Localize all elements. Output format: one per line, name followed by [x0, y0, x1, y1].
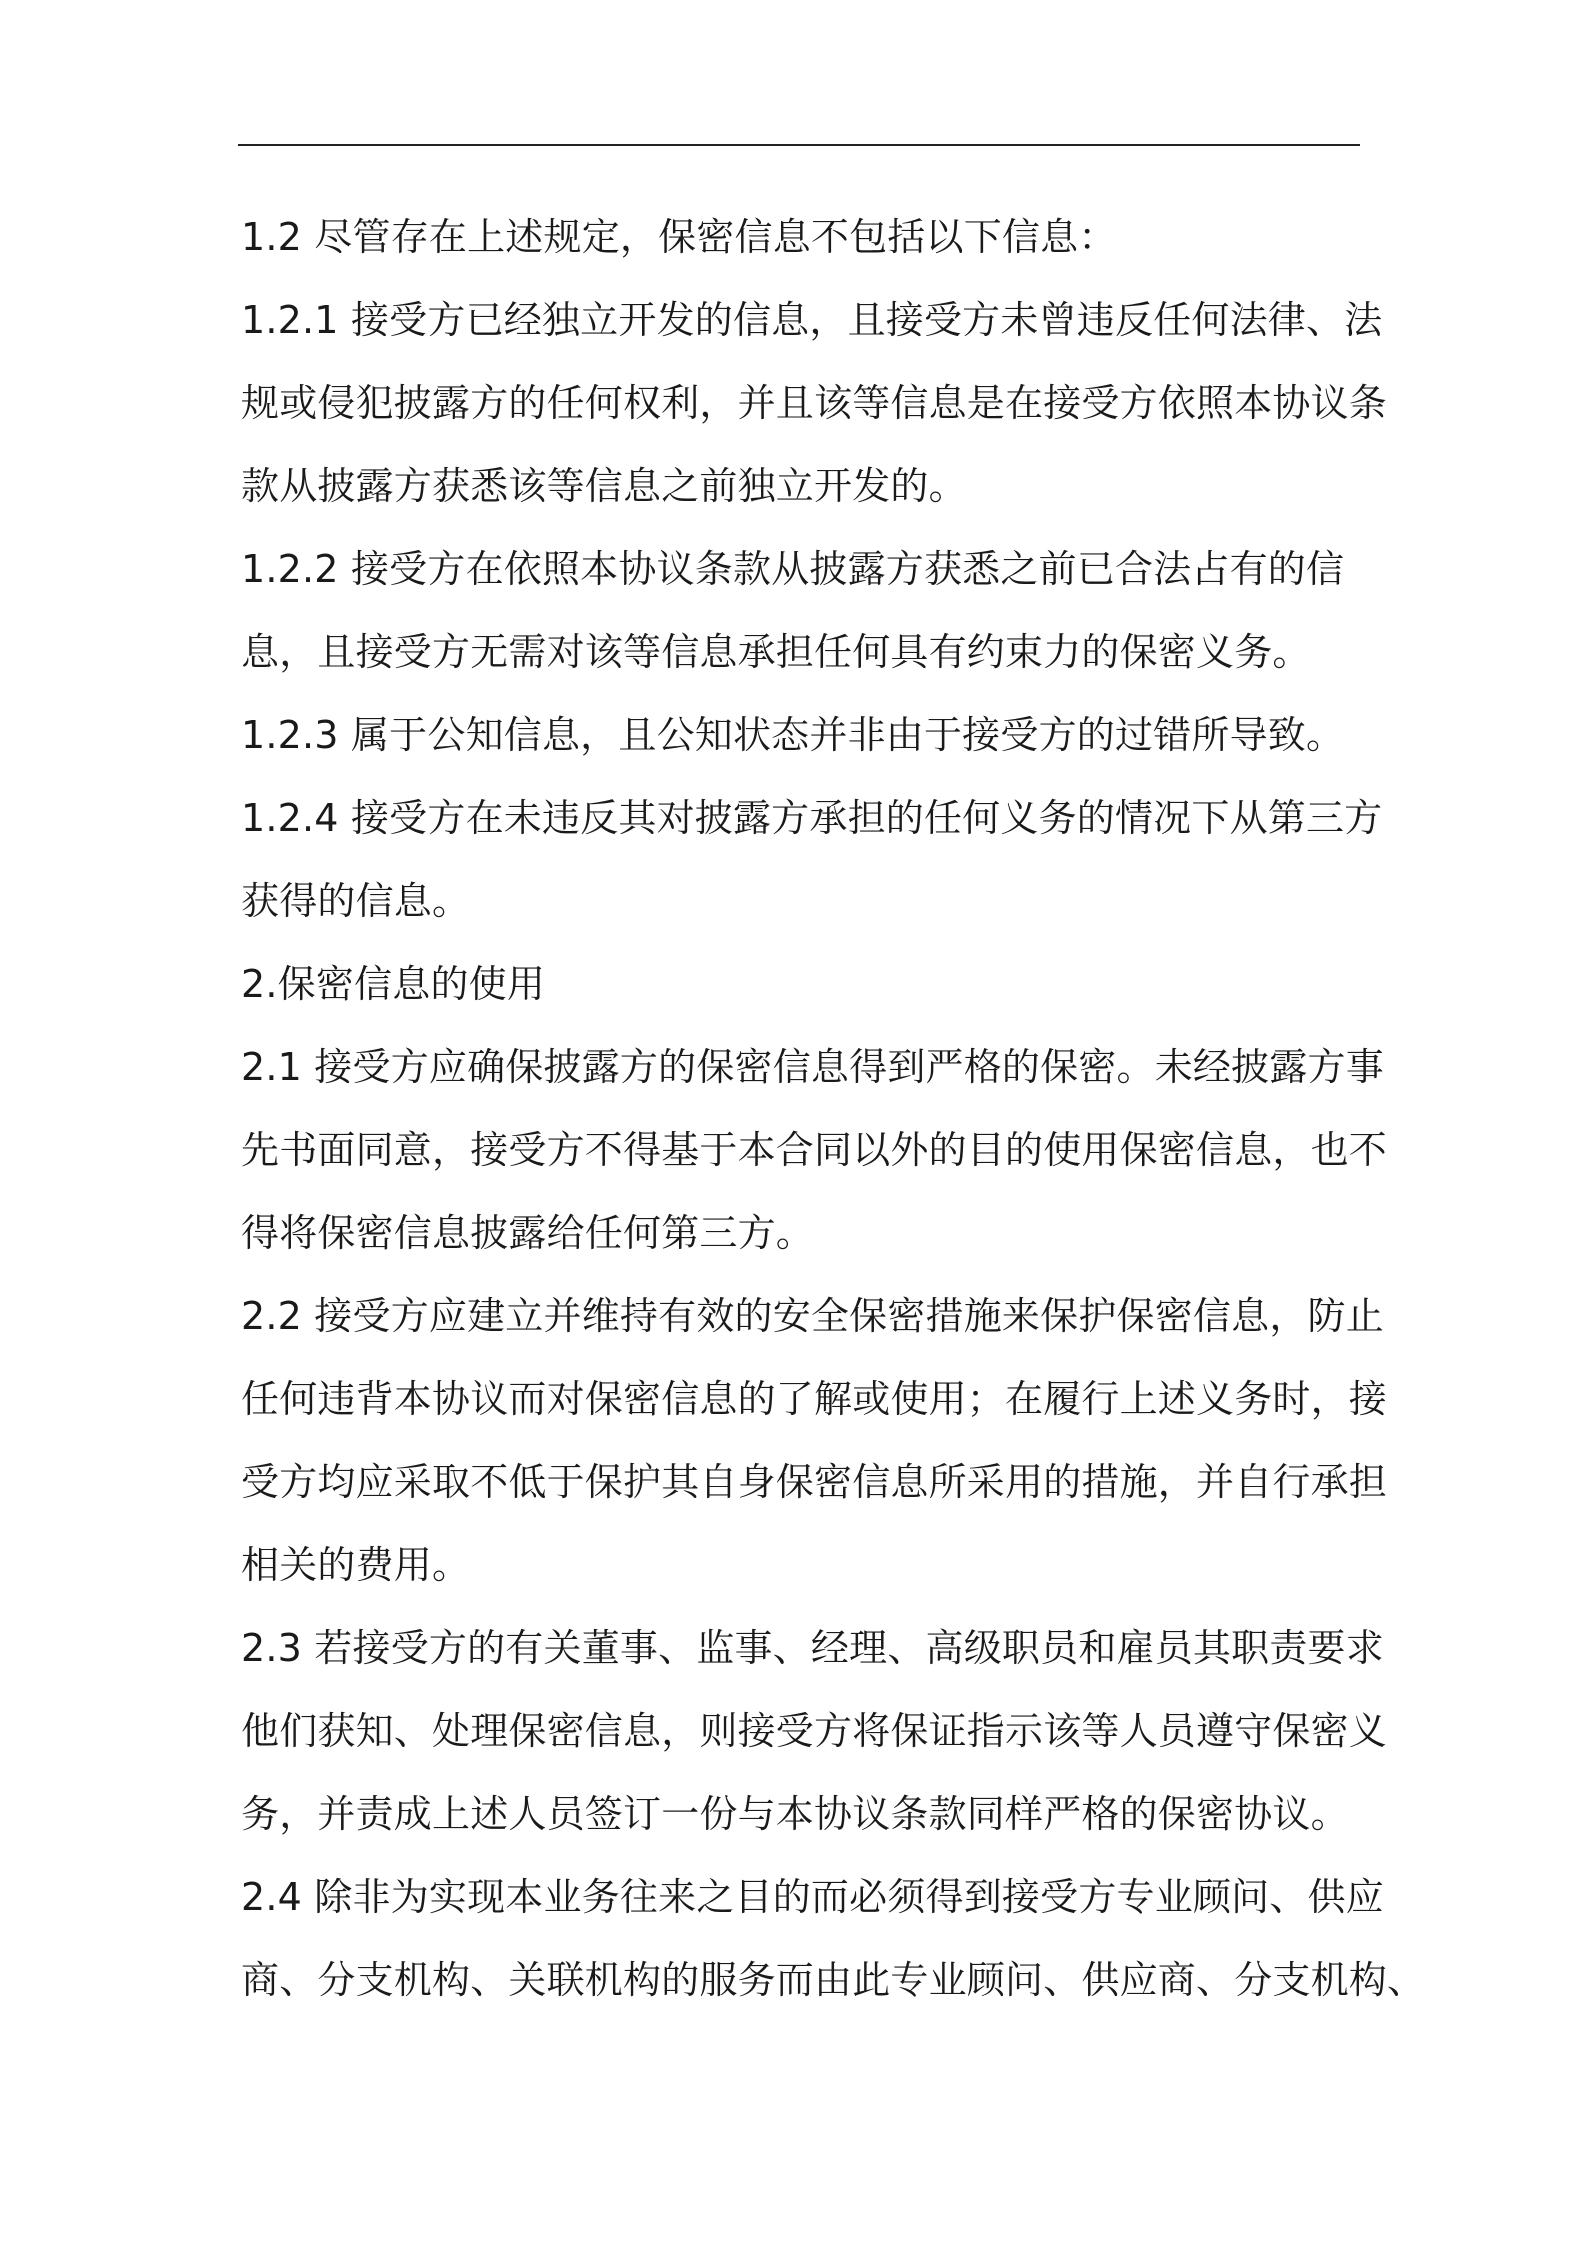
header-divider — [238, 144, 1360, 146]
text-line: 1.2.3 属于公知信息，且公知状态并非由于接受方的过错所导致。 — [241, 713, 1345, 757]
text-line: 获得的信息。 — [241, 879, 471, 923]
paragraph-2 — [241, 943, 1366, 1026]
paragraph-1-2 — [241, 196, 1366, 279]
paragraph-1-2-3 — [241, 694, 1366, 777]
document-body — [241, 196, 1426, 2022]
text-line: 2.4 除非为实现本业务往来之目的而必须得到接受方专业顾问、供应 — [241, 1875, 1384, 1919]
text-line: 2.2 接受方应建立并维持有效的安全保密措施来保护保密信息，防止 — [241, 1294, 1384, 1338]
text-line: 他们获知、处理保密信息，则接受方将保证指示该等人员遵守保密义 — [241, 1709, 1388, 1753]
text-line: 款从披露方获悉该等信息之前独立开发的。 — [241, 464, 967, 508]
text-line: 任何违背本协议而对保密信息的了解或使用；在履行上述义务时，接 — [241, 1377, 1388, 1421]
text-line: 得将保密信息披露给任何第三方。 — [241, 1211, 815, 1255]
text-line: 1.2.4 接受方在未违反其对披露方承担的任何义务的情况下从第三方 — [241, 796, 1383, 840]
text-line: 1.2.1 接受方已经独立开发的信息，且接受方未曾违反任何法律、法 — [241, 298, 1383, 342]
paragraph-2-2 — [241, 1275, 1388, 1607]
text-line: 1.2.2 接受方在依照本协议条款从披露方获悉之前已合法占有的信 — [241, 547, 1345, 591]
text-line: 商、分支机构、关联机构的服务而由此专业顾问、供应商、分支机构、 — [241, 1958, 1426, 2002]
paragraph-1-2-1 — [241, 279, 1388, 528]
text-line: 2.3 若接受方的有关董事、监事、经理、高级职员和雇员其职责要求 — [241, 1626, 1384, 1670]
text-line: 务，并责成上述人员签订一份与本协议条款同样严格的保密协议。 — [241, 1792, 1349, 1836]
text-line: 受方均应采取不低于保护其自身保密信息所采用的措施，并自行承担 — [241, 1460, 1388, 1504]
text-line: 息，且接受方无需对该等信息承担任何具有约束力的保密义务。 — [241, 630, 1311, 674]
text-line: 规或侵犯披露方的任何权利，并且该等信息是在接受方依照本协议条 — [241, 381, 1388, 425]
paragraph-2-4 — [241, 1856, 1426, 2022]
paragraph-2-3 — [241, 1607, 1388, 1856]
text-line: 1.2 尽管存在上述规定，保密信息不包括以下信息： — [241, 215, 1117, 259]
text-line: 相关的费用。 — [241, 1543, 471, 1587]
text-line: 先书面同意，接受方不得基于本合同以外的目的使用保密信息，也不 — [241, 1128, 1388, 1172]
paragraph-1-2-2 — [241, 528, 1366, 694]
text-line: 2.1 接受方应确保披露方的保密信息得到严格的保密。未经披露方事 — [241, 1045, 1384, 1089]
paragraph-2-1 — [241, 1026, 1388, 1275]
paragraph-1-2-4 — [241, 777, 1383, 943]
text-line: 2.保密信息的使用 — [241, 962, 546, 1006]
